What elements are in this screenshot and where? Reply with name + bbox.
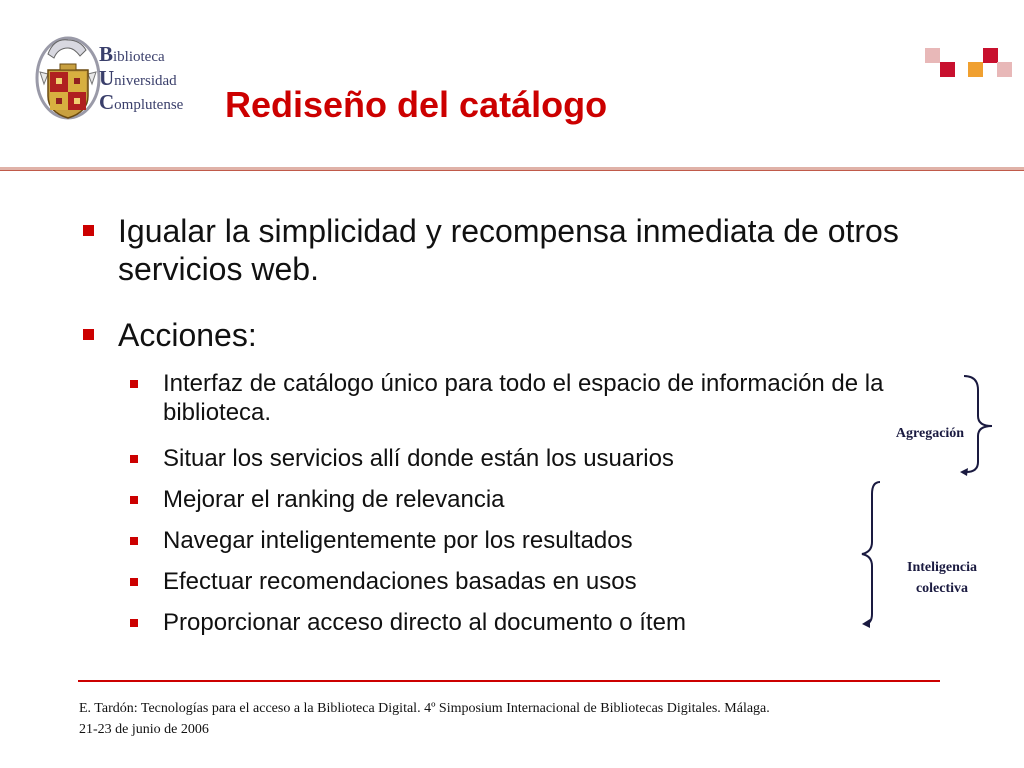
bullet-square-icon (83, 225, 94, 236)
sub-bullet-text: Navegar inteligentemente por los resultados (163, 527, 633, 554)
bullet-square-icon (130, 455, 138, 463)
sub-bullet-item (130, 567, 960, 596)
bullet-square-icon (83, 329, 94, 340)
header-divider-line (0, 170, 1024, 171)
logo-initial-c: C (99, 90, 115, 114)
bullet-square-icon (130, 496, 138, 504)
deco-square-orange (968, 62, 983, 77)
logo-wordmark (99, 44, 183, 116)
bullet-text: Igualar la simplicidad y recompensa inmediata de otros servicios web. (118, 213, 899, 287)
sub-bullet-text: Mejorar el ranking de relevancia (163, 486, 505, 513)
bullet-item (83, 316, 963, 354)
annotation-inteligencia-line1: Inteligencia (907, 560, 977, 575)
deco-square-pink-2 (997, 62, 1012, 77)
sub-bullet-text: Efectuar recomendaciones basadas en usos (163, 568, 637, 595)
annotation-agregacion: Agregación (895, 426, 965, 441)
sub-bullet-item (130, 526, 960, 555)
deco-square-red-2 (983, 48, 998, 63)
deco-square-red (940, 62, 955, 77)
sub-bullet-item (130, 369, 960, 427)
bullet-square-icon (130, 619, 138, 627)
bullet-square-icon (130, 578, 138, 586)
logo-word-biblioteca: iblioteca (113, 49, 165, 65)
bullet-square-icon (130, 537, 138, 545)
annotation-inteligencia-line2: colectiva (915, 581, 969, 596)
sub-bullet-item (130, 444, 960, 473)
left-brace-icon (860, 478, 890, 628)
sub-bullet-text: Situar los servicios allí donde están los usuarios (163, 445, 674, 472)
sub-bullet-text: Proporcionar acceso directo al documento o ítem (163, 609, 686, 636)
sub-bullet-text: Interfaz de catálogo único para todo el espacio de información de la biblioteca. (163, 370, 884, 426)
logo-initial-u: U (99, 66, 115, 90)
logo-word-complutense: omplutense (114, 97, 184, 113)
logo-initial-b: B (99, 42, 114, 66)
footer-divider (78, 680, 940, 682)
sub-bullet-item (130, 485, 960, 514)
bullet-square-icon (130, 380, 138, 388)
slide-title: Rediseño del catálogo (225, 84, 608, 125)
footer-line2: 21-23 de junio de 2006 (79, 722, 209, 737)
annotation-inteligencia (882, 557, 1002, 599)
bullet-item (83, 212, 963, 288)
footer-line1: E. Tardón: Tecnologías para el acceso a la Biblioteca Digital. 4º Simposium Internacional de Bibliotecas Digitales. Málaga. (79, 701, 770, 716)
sub-bullet-item (130, 608, 960, 637)
deco-square-pink (925, 48, 940, 63)
footer-citation (79, 698, 979, 740)
logo-word-universidad: niversidad (114, 73, 177, 89)
bullet-text: Acciones: (118, 317, 257, 353)
